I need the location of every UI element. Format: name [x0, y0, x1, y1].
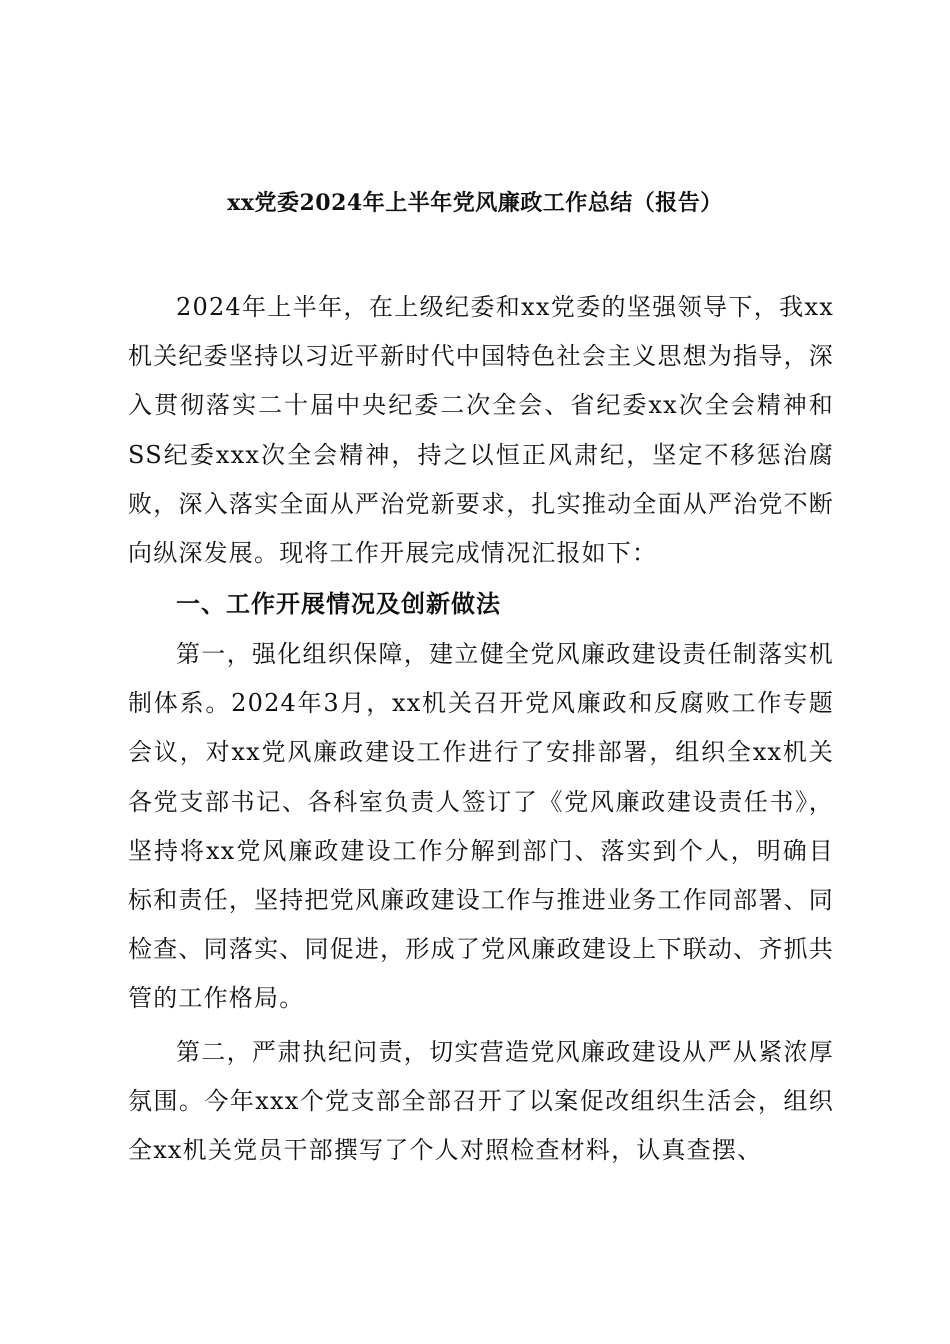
document-title: xx党委2024年上半年党风廉政工作总结（报告） [227, 190, 723, 216]
section-heading: 一、工作开展情况及创新做法 [176, 590, 501, 618]
intro-paragraph: 2024年上半年，在上级纪委和xx党委的坚强领导下，我xx机关纪委坚持以习近平新时代中国特色社会主义思想为指导，深入贯彻落实二十届中央纪委二次全会、省纪委xx次全会精神和SS纪委xxx次全会精神，持之以恒正风肃纪，坚定不移惩治腐败，深入落实全面从严治党新要求，扎实推动全面从严治党不断向纵深发展。现将工作开展完成情况汇报如下： [128, 293, 834, 568]
body-paragraph-2: 第二，严肃执纪问责，切实营造党风廉政建设从严从紧浓厚氛围。今年xxx个党支部全部召开了以案促改组织生活会，组织全xx机关党员干部撰写了个人对照检查材料，认真查摆、 [128, 1038, 834, 1165]
body-paragraph-1: 第一，强化组织保障，建立健全党风廉政建设责任制落实机制体系。2024年3月，xx机关召开党风廉政和反腐败工作专题会议，对xx党风廉政建设工作进行了安排部署，组织全xx机关各党支部书记、各科室负责人签订了《党风廉政建设责任书》，坚持将xx党风廉政建设工作分解到部门、落实到个人，明确目标和责任，坚持把党风廉政建设工作与推进业务工作同部署、同检查、同落实、同促进，形成了党风廉政建设上下联动、齐抓共管的工作格局。 [128, 640, 834, 1013]
